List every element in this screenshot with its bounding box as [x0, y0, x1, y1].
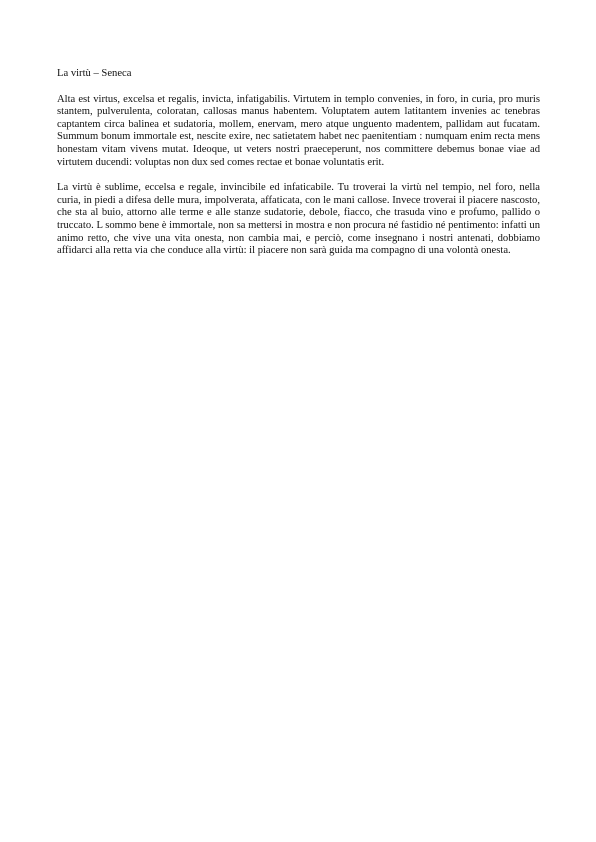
italian-paragraph: La virtù è sublime, eccelsa e regale, invincibile ed infaticabile. Tu troverai la virtù nel tempio, nel foro, nella curia, in piedi a difesa delle mura, impolverata, affaticata, con le mani callose. Invece troverai il piacere nascosto, che sta al buio, attorno alle terme e alle stanze sudatorie, debole, fiacco, che trasuda vino e profumo, pallido o truccato. L sommo bene è immortale, non sa mettersi in mostra e non procura né fastidio né pentimento: infatti un animo retto, che vive una vita onesta, non cambia mai, e perciò, come insegnano i nostri antenati, dobbiamo affidarci alla retta via che conduce alla virtù: il piacere non sarà guida ma compagno di una volontà onesta.	[57, 182, 540, 257]
document-body	[57, 68, 540, 271]
latin-paragraph: Alta est virtus, excelsa et regalis, invicta, infatigabilis. Virtutem in templo convenies, in foro, in curia, pro muris stantem, pulverulenta, coloratan, callosas manus habentem. Voluptatem autem latitantem invenies ac tenebras captantem circa balinea et sudatoria, mollem, enervam, mero atque unguento madentem, pallidam aut fucatam. Summum bonum immortale est, nescite exire, nec satietatem habet nec paenitentiam : numquam enim recta mens honestam vitam vivens mutat. Ideoque, ut veters nostri praeceperunt, nos committere debemus bonae viae ad virtutem ducendi: voluptas non dux sed comes rectae et bonae voluntatis erit.	[57, 93, 540, 168]
document-title: La virtù – Seneca	[57, 68, 132, 79]
